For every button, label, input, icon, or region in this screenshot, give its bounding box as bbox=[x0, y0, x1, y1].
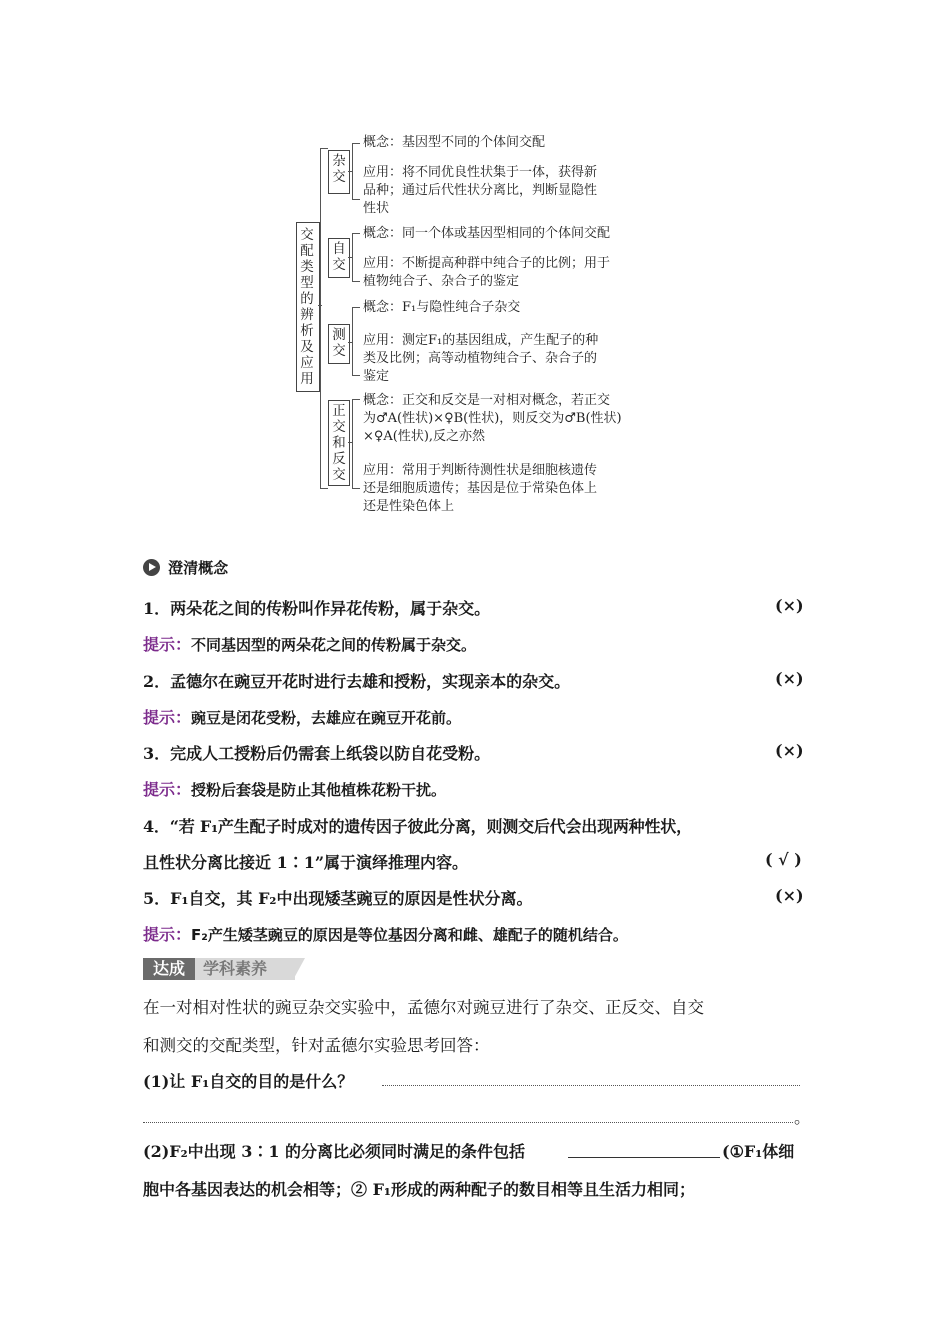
hint-3: 授粉后套袋是防止其他植株花粉干扰。 bbox=[191, 781, 447, 799]
hint-2: 豌豆是闭花受粉，去雄应在豌豆开花前。 bbox=[191, 709, 462, 727]
reciprocal-concept-1: 概念：正交和反交是一对相对概念，若正交 bbox=[363, 393, 611, 408]
question-5-mark: (×) bbox=[775, 886, 804, 905]
clarify-heading-text: 澄清概念 bbox=[168, 559, 229, 577]
question-4-mark: ( √ ) bbox=[765, 850, 802, 869]
hybrid-application-3: 性状 bbox=[363, 201, 390, 216]
answer-line-1b[interactable] bbox=[143, 1122, 793, 1123]
hint-label: 提示： bbox=[143, 635, 192, 654]
question-2-line-2: 胞中各基因表达的机会相等；② F₁形成的两种配子的数目相等且生活力相同； bbox=[143, 1180, 695, 1199]
question-2-mark: (×) bbox=[775, 669, 804, 688]
reciprocal-application-2: 还是细胞质遗传；基因是位于常染色体上 bbox=[363, 481, 598, 496]
hybrid-application-1: 应用：将不同优良性状集于一体，获得新 bbox=[363, 165, 598, 180]
hint-1: 不同基因型的两朵花之间的传粉属于杂交。 bbox=[191, 636, 477, 654]
reciprocal-application-1: 应用：常用于判断待测性状是细胞核遗传 bbox=[363, 463, 598, 478]
question-1-prompt: (1)让 F₁自交的目的是什么？ bbox=[143, 1072, 354, 1091]
hybrid-application-2: 品种；通过后代性状分离比，判断显隐性 bbox=[363, 183, 598, 198]
test-application-1: 应用：测定F₁的基因组成，产生配子的种 bbox=[363, 333, 599, 348]
hint-label: 提示： bbox=[143, 708, 192, 727]
hint-label: 提示： bbox=[143, 925, 192, 944]
passage-line-2: 和测交的交配类型，针对孟德尔实验思考回答： bbox=[143, 1036, 490, 1055]
test-concept: 概念：F₁与隐性纯合子杂交 bbox=[363, 300, 521, 315]
section-banner bbox=[143, 958, 303, 980]
question-4-line-1: 4．“若 F₁产生配子时成对的遗传因子彼此分离，则测交后代会出现两种性状， bbox=[143, 817, 692, 836]
reciprocal-application-3: 还是性染色体上 bbox=[363, 499, 455, 514]
branch-label-reciprocal: 正交和反交 bbox=[332, 403, 346, 483]
answer-line-2[interactable] bbox=[568, 1157, 720, 1158]
hint-label: 提示： bbox=[143, 780, 192, 799]
hybrid-concept: 概念：基因型不同的个体间交配 bbox=[363, 135, 546, 150]
branch-label-hybrid: 杂交 bbox=[332, 153, 346, 185]
branch-label-test: 测交 bbox=[332, 327, 346, 359]
question-5: 5．F₁自交，其 F₂中出现矮茎豌豆的原因是性状分离。 bbox=[143, 889, 533, 908]
self-application-2: 植物纯合子、杂合子的鉴定 bbox=[363, 274, 520, 289]
question-2-tail: (①F₁体细 bbox=[722, 1142, 795, 1161]
question-1-mark: (×) bbox=[775, 596, 804, 615]
question-1-end: 。 bbox=[794, 1108, 811, 1127]
play-circle-icon bbox=[143, 559, 160, 576]
question-3: 3．完成人工授粉后仍需套上纸袋以防自花受粉。 bbox=[143, 744, 491, 763]
test-application-2: 类及比例；高等动植物纯合子、杂合子的 bbox=[363, 351, 598, 366]
question-2: 2．孟德尔在豌豆开花时进行去雄和授粉，实现亲本的杂交。 bbox=[143, 672, 571, 691]
reciprocal-concept-2: 为♂A(性状)×♀B(性状)，则反交为♂B(性状) bbox=[363, 411, 622, 426]
question-3-mark: (×) bbox=[775, 741, 804, 760]
answer-line-1a[interactable] bbox=[382, 1085, 800, 1086]
reciprocal-concept-3: ×♀A(性状),反之亦然 bbox=[363, 429, 486, 444]
branch-label-self: 自交 bbox=[332, 241, 346, 273]
question-1: 1．两朵花之间的传粉叫作异花传粉，属于杂交。 bbox=[143, 599, 491, 618]
diagram-root-label: 交配类型的辨析及应用 bbox=[300, 227, 314, 387]
question-4-line-2: 且性状分离比接近 1∶1”属于演绎推理内容。 bbox=[143, 853, 469, 872]
test-application-3: 鉴定 bbox=[363, 369, 390, 384]
banner-part-1: 达成 bbox=[143, 958, 195, 980]
self-concept: 概念：同一个体或基因型相同的个体间交配 bbox=[363, 226, 611, 241]
clarify-heading bbox=[143, 557, 228, 578]
banner-part-2: 学科素养 bbox=[195, 958, 295, 980]
self-application-1: 应用：不断提高种群中纯合子的比例；用于 bbox=[363, 256, 611, 271]
passage-line-1: 在一对相对性状的豌豆杂交实验中，孟德尔对豌豆进行了杂交、正反交、自交 bbox=[143, 998, 704, 1017]
question-2-prompt: (2)F₂中出现 3∶1 的分离比必须同时满足的条件包括 bbox=[143, 1142, 526, 1161]
hint-5: F₂产生矮茎豌豆的原因是等位基因分离和雌、雄配子的随机结合。 bbox=[191, 926, 628, 944]
